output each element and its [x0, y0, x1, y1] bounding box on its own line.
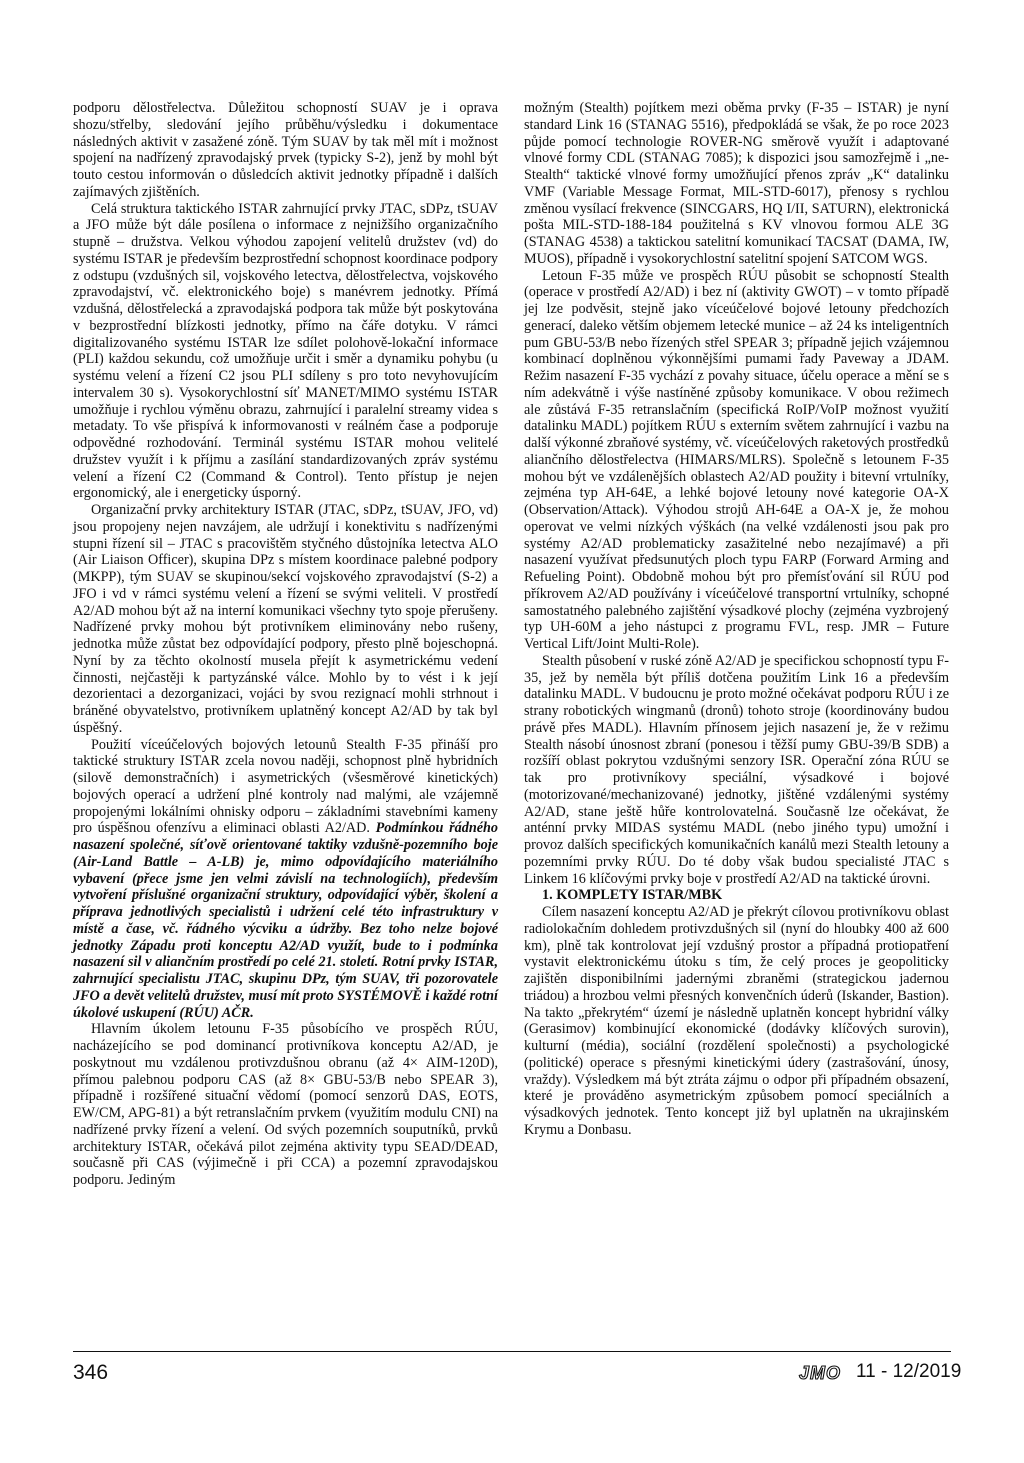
page-number: 346: [73, 1361, 109, 1384]
paragraph-with-emphasis: [73, 737, 498, 1022]
journal-logo: JMO: [799, 1363, 842, 1383]
paragraph: podporu dělostřelectva. Důležitou schopností SUAV je i oprava shozu/střelby, sledování jejího průběhu/výsledku i dokumentace následných aktivit v zasažené zóně. Tým SUAV by tak měl mít i možnost spojení na nadřízený zpravodajský prvek (typicky S-2), jenž by mohl být touto cestou informován o důsledcích aktivit jednotky případně i dalších zajímavých zjištěních.: [73, 100, 498, 200]
paragraph: možným (Stealth) pojítkem mezi oběma prvky (F-35 – ISTAR) je nyní standard Link 16 (STANAG 5516), předpokládá se však, že po roce 2023 půjde pomocí technologie ROVER-NG směrově využít i adaptované vlnové formy CDL (STANAG 7085); k dispozici jsou samozřejmě i „ne-Stealth“ taktické vlnové formy umožňující přenos zpráv „K“ datalinku VMF (Variable Message Format, MIL-STD-6017), přenosy s rychlou změnou vysílací frekvence (SINCGARS, HQ I/II, SATURN), elektronická pošta MIL-STD-188-184 použitelná s KV vlnovou formou ALE 3G (STANAG 4538) a taktickou satelitní komunikací TACSAT (DAMA, IW, MUOS), případně i vysokorychlostní satelitní spojení SATCOM WGS.: [524, 100, 949, 267]
emphasized-text: Podmínkou řádného nasazení společné, síťově orientované taktiky vzdušně-pozemního boje (Air-Land Battle – A-LB) je, mimo odpovídajícího materiálního vybavení (přece jsme jen velmi závislí na technologiích), především vytvoření příslušné organizační struktury, odpovídající výběr, školení a příprava jednotlivých specialistů i udržení celé této infrastruktury v místě a čase, vč. řádného výcviku a údržby. Bez toho nelze bojové jednotky Západu proti konceptu A2/AD využít, bude to i podmínka nasazení sil v aliančním prostředí po celé 21. století. Rotní prvky ISTAR, zahrnující specialistu JTAC, skupinu DPz, tým SUAV, tři pozorovatele JFO a devět velitelů družstev, musí mít proto SYSTÉMOVĚ i každé rotní úkolové uskupení (RÚU) AČR.: [73, 820, 498, 1021]
paragraph: Hlavním úkolem letounu F-35 působícího ve prospěch RÚU, nacházejícího se pod dominancí protivníkova konceptu A2/AD, je poskytnout mu vzdálenou protivzdušnou obranu (až 4× AIM-120D), přímou palebnou podporu CAS (až 8× GBU-53/B nebo SPEAR 3), případně i rozšířené situační vědomí (pomocí senzorů DAS, EOTS, EW/CM, APG-81) a být retranslačním prvkem (využitím modulu CNI) na nadřízené prvky řízení a velení. Od svých pozemních souputníků, prvků architektury ISTAR, očekává pilot zejména aktivity typu SEAD/DEAD, současně při CAS (výjimečně i při CCA) a pozemní zpravodajskou podporu. Jediným: [73, 1021, 498, 1188]
paragraph-text: Použití víceúčelových bojových letounů Stealth F-35 přináší pro taktické struktury ISTAR zcela novou naději, schopnost plně hybridních (silově demonstračních) i asymetrických (všesměrové kinetických) bojových operací a udržení plné kontroly nad malými, ale vzájemně propojenými lokálními ohnisky odporu – základními stavebními kameny pro úspěšnou ofenzívu a eliminaci oblasti A2/AD.: [73, 736, 498, 837]
right-column: [524, 100, 949, 1139]
paragraph: Stealth působení v ruské zóně A2/AD je specifickou schopností typu F-35, jež by neměla být příliš dotčena použitím Link 16 a především datalinku MADL. V budoucnu je proto možné očekávat podporu RÚU i ze strany robotických wingmanů (dronů) tohoto stroje (koordinovány budou právě přes MADL). Hlavním přínosem jejich nasazení je, že v režimu Stealth násobí únosnost zbraní (ponesou i těžší pumy GBU-39/B SDB) a rozšíří oblast pokrytou vzdušnými senzory ISR. Operační zóna RÚU se tak pro protivníkovy speciální, výsadkové i bojové (motorizované/mechanizované) jednotky, jištěné vzdálenými systémy A2/AD, stane ještě hůře kontrolovatelná. Současně lze očekávat, že anténní prvky MIDAS systému MADL (nebo jiného typu) umožní i provoz dalších specifických komunikačních kanálů mezi Stealth letouny a pozemními prvky RÚU. Do té doby však budou specialisté JTAC s Linkem 16 klíčovými prvky boje v prostředí A2/AD na taktické úrovni.: [524, 652, 950, 887]
paragraph: Letoun F-35 může ve prospěch RÚU působit se schopností Stealth (operace v prostředí A2/AD) i bez ní (aktivity GWOT) – v tomto případě jej lze podvěsit, stejně jako víceúčelové bojové letouny předchozích generací, daleko větším objemem letecké munice – až 24 ks inteligentních pum GBU-53/B nebo řízených střel SPEAR 3; případně jejich vzájemnou kombinací doplněnou výkonnějšími pumami řady Paveway a JDAM. Režim nasazení F-35 vychází z povahy situace, účelu operace a mění se s ním adekvátně i výše nastíněné způsoby komunikace. V obou režimech ale zůstává F-35 retranslačním (specifická RoIP/VoIP možnost využití datalinku MADL) pojítkem RÚU s externím světem zahrnující i vazbu na další výkonné zbraňové systémy, vč. víceúčelových raketových prostředků aliančního dělostřelectva (HIMARS/MLRS). Společně s letounem F-35 mohou být ve vzdálenějších oblastech A2/AD použity i bitevní vrtulníky, zejména typ AH-64E, a lehké bojové letouny nové kategorie OA-X (Observation/Attack). Výhodou strojů AH-64E a OA-X je, že mohou operovat ve velmi nízkých výškách (na velké vzdálenosti jsou pak pro systémy A2/AD problematicky zasažitelné nebo nezajímavé) a při nasazení využívat předsunutých ploch typu FARP (Forward Arming and Refueling Point). Obdobně mohou být pro přemísťování sil RÚU pod příkrovem A2/AD používány i víceúčelové transportní vrtulníky, schopné samostatného palebného zajištění výsadkové plochy (zejména vyzbrojený typ UH-60M a jeho nástupci z programu FVL, resp. JMR – Future Vertical Lift/Joint Multi-Role).: [524, 267, 949, 652]
issue-label: 11 - 12/2019: [856, 1361, 962, 1382]
section-heading: 1. KOMPLETY ISTAR/MBK: [542, 887, 723, 904]
footer-divider: [73, 1351, 951, 1352]
paragraph: Organizační prvky architektury ISTAR (JTAC, sDPz, tSUAV, JFO, vd) jsou propojeny nejen navzájem, ale udržují i konektivitu s nadřízenými stupni řízení sil – JTAC s pracovištěm styčného důstojníka letectva ALO (Air Liaison Officer), skupina DPz s místem koordinace palebné podpory (MKPP), tým SUAV se skupinou/sekcí vojskového zpravodajství (S-2) a JFO i vd v rámci systému velení a řízení se svými veliteli. V prostředí A2/AD mohou být až na interní komunikaci všechny tyto spoje přerušeny. Nadřízené prvky mohou být protivníkem eliminovány nebo rušeny, jednotka může zůstat bez odpovídající podpory, přesto plně bojeschopná. Nyní by za těchto okolností musela přejít k asymetrickému vedení činnosti, nejčastěji k partyzánské válce. Mohlo by to vést i k její dezorientaci a dezorganizaci, vojáci by svou rezignací mohli strhnout i bráněné obyvatelstvo, protivníkem uplatněný koncept A2/AD by tak byl úspěšný.: [73, 502, 498, 736]
paragraph: Cílem nasazení konceptu A2/AD je překrýt cílovou protivníkovu oblast radiolokačním dohledem protivzdušných sil (nyní do hloubky 400 až 600 km), plně tak kontrolovat její vzdušný prostor a případná protiopatření vystavit elektronickému útoku s tím, že celý proces je geopoliticky zajištěn disponibilními jadernými zbraněmi (strategickou jadernou triádou) a hrozbou velmi přesných konvenčních úderů (Iskander, Bastion). Na takto „překrytém“ území je následně uplatněn koncept hybridní války (Gerasimov) kombinující ekonomické (dodávky klíčových surovin), kulturní (média), sociální (rozdělení společnosti) a psychologické (politické) operace s přesnými kinetickými údery (zastrašování, únosy, vraždy). Výsledkem má být ztráta zájmu o odpor při případném obsazení, které je prováděno asymetrickým způsobem pomocí speciálních a výsadkových jednotek. Tento koncept již byl uplatněn na ukrajinském Krymu a Donbasu.: [524, 904, 949, 1138]
left-column: [73, 100, 498, 1189]
paragraph: Celá struktura taktického ISTAR zahrnující prvky JTAC, sDPz, tSUAV a JFO může být dále posílena o informace z nejnižšího organizačního stupně – družstva. Velkou výhodou zapojení velitelů družstev (vd) do systému ISTAR je především bezprostřední schopnost koordinace podpory z odstupu (vzdušných sil, vojskového letectva, dělostřelectva, vojskového zpravodajství, vč. elektronického boje) s manévrem jednotky. Přímá vzdušná, dělostřelecká a zpravodajská podpora tak může být poskytována v bezprostřední blízkosti jednotky, přímo na čáře dotyku. V rámci digitalizovaného systému ISTAR lze sdílet polohově-lokační informace (PLI) každou sekundu, což umožňuje určit i směr a dynamiku pohybu (u systému velení a řízení C2 jsou PLI sdíleny s pro toto nevyhovujícím intervalem 30 s). Vysokorychlostní síť MANET/MIMO systému ISTAR umožňuje i rychlou výměnu obrazu, zahrnující i paralelní streamy videa s metadaty. To vše přispívá k informovanosti v reálném čase a podporuje odpovědné rozhodování. Terminál systému ISTAR mohou velitelé družstev využít i k příjmu a zasílání standardizovaných zpráv systému velení a řízení C2 (Command & Control). Tento přístup je nejen ergonomický, ale i energeticky úsporný.: [73, 200, 498, 502]
